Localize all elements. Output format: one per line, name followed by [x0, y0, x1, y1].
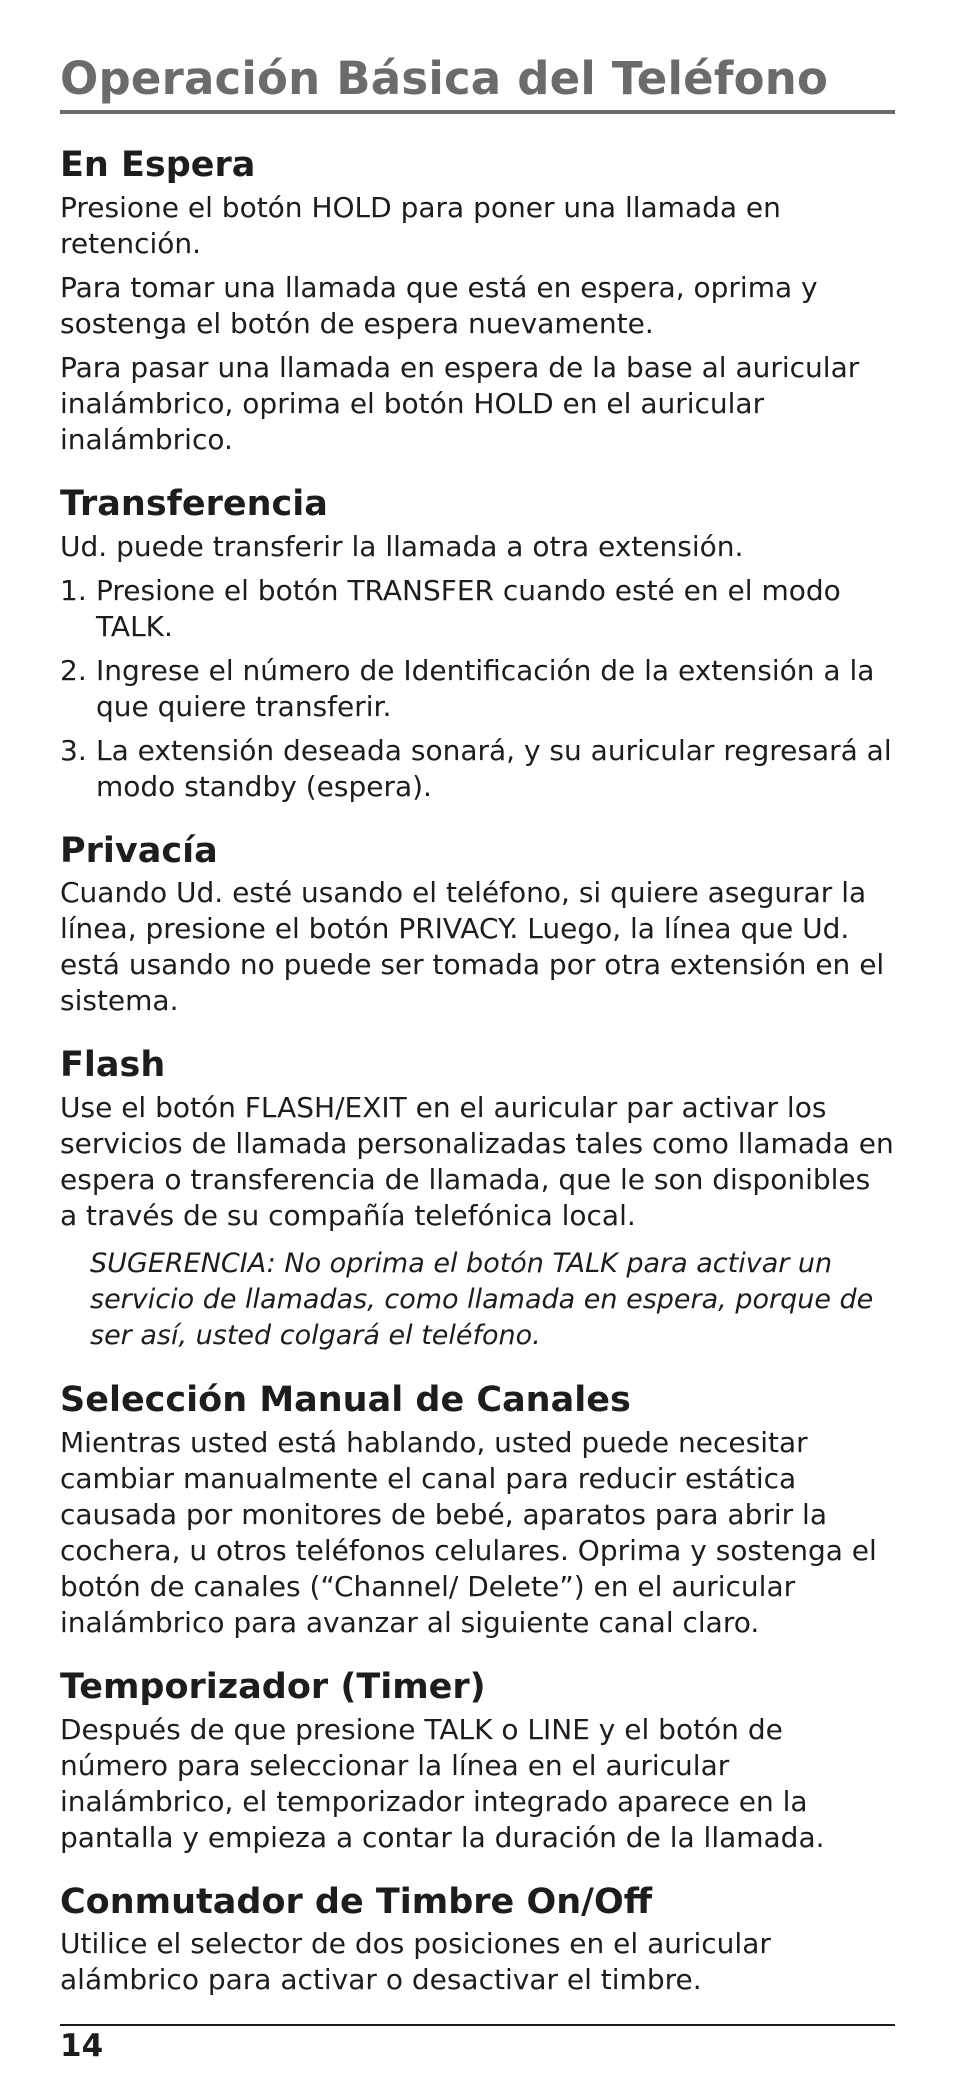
section-timer	[60, 1666, 895, 1856]
section-heading: En Espera	[60, 145, 256, 185]
paragraph: Después de que presione TALK o LINE y el botón de número para seleccionar la línea en el auricular inalámbrico, el temporizador integrado aparece en la pantalla y empieza a contar la duración de la llamada.	[60, 1712, 825, 1854]
section-heading: Privacía	[60, 830, 218, 871]
section-transfer	[60, 483, 895, 805]
step-text: La extensión deseada sonará, y su auricular regresará al modo standby (espera).	[96, 733, 892, 803]
section-flash	[60, 1044, 895, 1354]
page-title: Operación Básica del Teléfono	[60, 52, 829, 105]
section-manual-channel	[60, 1379, 895, 1641]
paragraph: Mientras usted está hablando, usted puede necesitar cambiar manualmente el canal para reducir estática causada por monitores de bebé, aparatos para abrir la cochera, u otros teléfonos celulares. Oprima y sostenga el botón de canales (“Channel/ Delete”) en el auricular inalámbrico para avanzar al siguiente canal claro.	[60, 1425, 877, 1639]
step-text: Presione el botón TRANSFER cuando esté en el modo TALK.	[96, 573, 841, 643]
paragraph: Presione el botón HOLD para poner una llamada en retención.	[60, 190, 781, 260]
list-item	[60, 573, 895, 645]
page-content	[60, 144, 895, 2023]
step-number: 1.	[60, 573, 87, 607]
section-hold	[60, 144, 895, 458]
section-heading: Transferencia	[60, 483, 328, 524]
section-ringer-switch	[60, 1881, 895, 1999]
list-item	[60, 733, 895, 805]
title-rule	[60, 110, 895, 114]
footer-rule	[60, 2024, 895, 2026]
step-number: 3.	[60, 733, 87, 767]
step-list	[60, 573, 895, 805]
section-privacy	[60, 830, 895, 1020]
list-item	[60, 653, 895, 725]
paragraph: Use el botón FLASH/EXIT en el auricular par activar los servicios de llamada personalizadas tales como llamada en espera o transferencia de llamada, que le son disponibles a través de su compañía telefónica local.	[60, 1091, 894, 1232]
paragraph: Utilice el selector de dos posiciones en el auricular alámbrico para activar o desactivar el timbre.	[60, 1927, 771, 1997]
section-heading: Temporizador (Timer)	[60, 1666, 486, 1707]
section-heading: Selección Manual de Canales	[60, 1380, 631, 1420]
section-heading: Flash	[60, 1045, 166, 1086]
paragraph: Para tomar una llamada que está en espera, oprima y sostenga el botón de espera nuevamente.	[60, 270, 818, 340]
step-number: 2.	[60, 653, 87, 687]
section-heading: Conmutador de Timbre On/Off	[60, 1881, 653, 1922]
page-number: 14	[60, 2028, 104, 2064]
paragraph: Cuando Ud. esté usando el teléfono, si quiere asegurar la línea, presione el botón PRIVACY. Luego, la línea que Ud. está usando no puede ser tomada por otra extensión en el sistema.	[60, 876, 885, 1018]
tip-note: SUGERENCIA: No oprima el botón TALK para activar un servicio de llamadas, como llamada en espera, porque de ser así, usted colgará el teléfono.	[90, 1248, 874, 1351]
paragraph: Para pasar una llamada en espera de la base al auricular inalámbrico, oprima el botón HOLD en el auricular inalámbrico.	[60, 350, 860, 456]
paragraph: Ud. puede transferir la llamada a otra extensión.	[60, 529, 744, 563]
step-text: Ingrese el número de Identificación de la extensión a la que quiere transferir.	[96, 653, 875, 723]
